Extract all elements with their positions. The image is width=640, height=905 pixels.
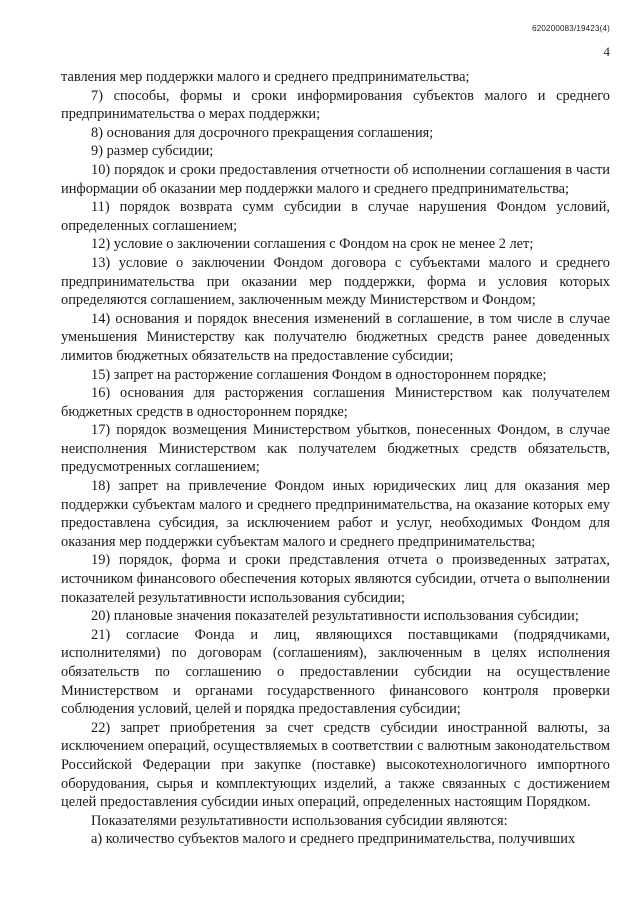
list-item-13: 13) условие о заключении Фондом договора с субъектами малого и среднего предпринимательства при оказании мер поддержки, форма и условия которых определяются соглашением, заключенным между Министерством и Фондом; [61,254,610,309]
list-item-9: 9) размер субсидии; [91,143,214,160]
list-item-21: 21) согласие Фонда и лиц, являющихся поставщиками (подрядчиками, исполнителями) по договорам (соглашениям), заключенным в целях исполнения обязательств по соглашению о предоставлении субсидии на осуществление Министерством и органами государственного финансового контроля проверки соблюдения условий, целей и порядка предоставления субсидии; [61,626,610,718]
list-item-15: 15) запрет на расторжение соглашения Фондом в одностороннем порядке; [91,366,547,383]
indicators-heading: Показателями результативности использования субсидии являются: [91,812,508,829]
paragraph-continuation: тавления мер поддержки малого и среднего предпринимательства; [61,69,470,85]
list-item-14: 14) основания и порядок внесения изменений в соглашение, в том числе в случае уменьшения Министерству как получателю бюджетных средств ранее доведенных лимитов бюджетных обязательств на предоставление субсидии; [61,310,610,364]
list-item-8: 8) основания для досрочного прекращения соглашения; [91,124,434,141]
list-item-20: 20) плановые значения показателей результативности использования субсидии; [91,608,579,625]
list-item-22: 22) запрет приобретения за счет средств субсидии иностранной валюты, за исключением операций, осуществляемых в соответствии с валютным законодательством Российской Федерации при закупке (поставке) высокотехнологичного импортного оборудования, сырья и комплектующих изделий, а также связанных с достижением целей предоставления субсидии иных операций, определенных настоящим Порядком. [61,719,610,811]
indicator-item-a: а) количество субъектов малого и среднего предпринимательства, получивших [91,831,576,848]
list-item-17: 17) порядок возмещения Министерством убытков, понесенных Фондом, в случае неисполнения Министерством как получателем бюджетных средств обязательств, предусмотренных соглашением; [61,422,610,476]
list-item-11: 11) порядок возврата сумм субсидии в случае нарушения Фондом условий, определенных соглашением; [61,199,610,234]
list-item-12: 12) условие о заключении соглашения с Фондом на срок не менее 2 лет; [91,236,534,253]
list-item-7: 7) способы, формы и сроки информирования субъектов малого и среднего предпринимательства о мерах поддержки; [61,87,610,123]
list-item-16: 16) основания для расторжения соглашения Министерством как получателем бюджетных средств в одностороннем порядке; [61,385,610,420]
page-number: 4 [603,44,610,59]
list-item-19: 19) порядок, форма и сроки представления отчета о произведенных затратах, источником финансового обеспечения которых являются субсидии, отчета о выполнении показателей результативности использования субсидии; [61,552,610,606]
list-item-18: 18) запрет на привлечение Фондом иных юридических лиц для оказания мер поддержки субъектам малого и среднего предпринимательства, на оказание которых ему предоставлена субсидия, за исключением работ и услуг, необходимых Фондом для оказания мер поддержки субъектам малого и среднего предпринимательства; [61,478,610,550]
document-code: 620200083/19423(4) [532,24,610,33]
document-body [61,68,610,849]
list-item-10: 10) порядок и сроки предоставления отчетности об исполнении соглашения в части информации об оказании мер поддержки малого и среднего предпринимательства; [61,161,610,197]
